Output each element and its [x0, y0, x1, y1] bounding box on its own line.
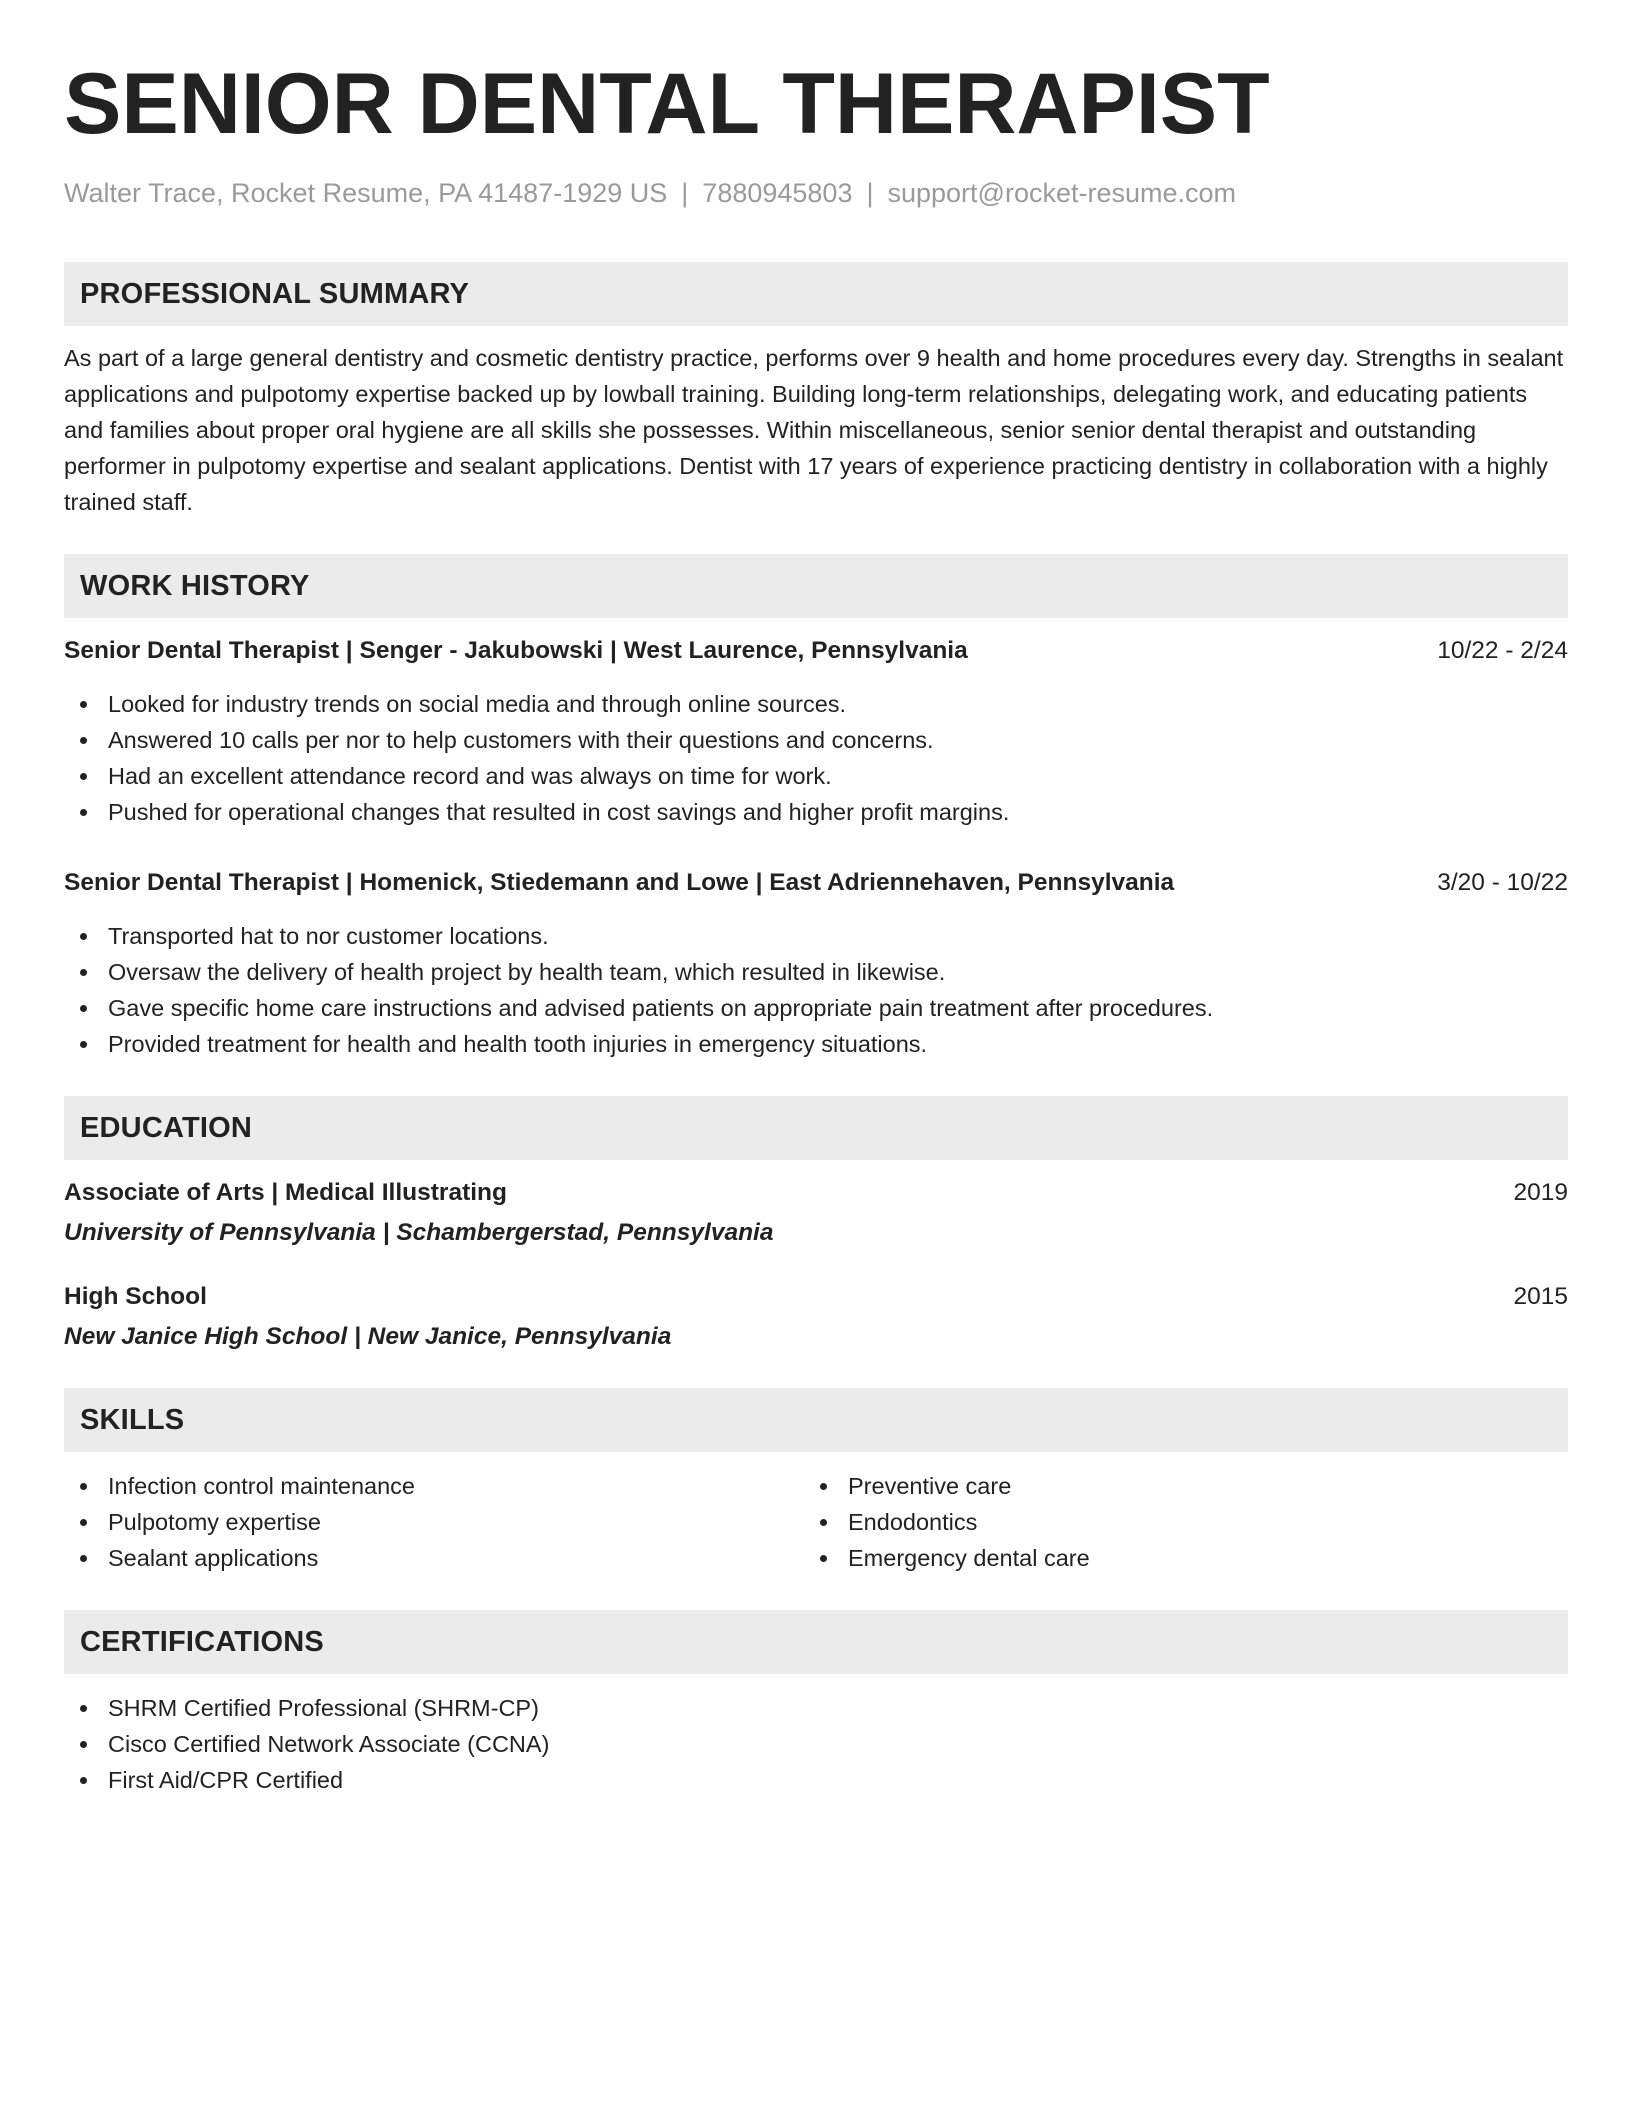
job-dates: 3/20 - 10/22	[1437, 869, 1568, 896]
education-header	[64, 1176, 1568, 1210]
job-bullet: Provided treatment for health and health tooth injuries in emergency situations.	[64, 1026, 1568, 1062]
skills-grid	[64, 1468, 1568, 1576]
contact-line	[64, 176, 1568, 210]
skills-column	[804, 1468, 1544, 1576]
skill-item: Preventive care	[804, 1468, 1544, 1504]
job-entry	[64, 866, 1568, 1062]
section-heading-education: EDUCATION	[64, 1096, 1568, 1160]
education-entry	[64, 1176, 1568, 1250]
certifications-list	[64, 1690, 1568, 1798]
contact-separator: |	[866, 178, 874, 208]
contact-phone: 7880945803	[702, 178, 853, 208]
job-bullets	[64, 918, 1568, 1062]
job-dates: 10/22 - 2/24	[1437, 637, 1568, 664]
skill-item: Infection control maintenance	[64, 1468, 804, 1504]
education-degree: High School	[64, 1283, 207, 1310]
job-bullet: Gave specific home care instructions and advised patients on appropriate pain treatment after procedures.	[64, 990, 1568, 1026]
education-header	[64, 1280, 1568, 1314]
skill-item: Emergency dental care	[804, 1540, 1544, 1576]
job-entry	[64, 634, 1568, 830]
job-bullet: Had an excellent attendance record and was always on time for work.	[64, 758, 1568, 794]
education-school: New Janice High School | New Janice, Pennsylvania	[64, 1323, 672, 1350]
job-bullet: Looked for industry trends on social media and through online sources.	[64, 686, 1568, 722]
job-header	[64, 866, 1568, 900]
summary-text: As part of a large general dentistry and cosmetic dentistry practice, performs over 9 health and home procedures every day. Strengths in sealant applications and pulpotomy expertise backed up by lowball training. Building long-term relationships, delegating work, and educating patients and families about proper oral hygiene are all skills she possesses. Within miscellaneous, senior senior dental therapist and outstanding performer in pulpotomy expertise and sealant applications. Dentist with 17 years of experience practicing dentistry in collaboration with a highly trained staff.	[64, 345, 1564, 515]
skill-item: Sealant applications	[64, 1540, 804, 1576]
section-heading-certifications: CERTIFICATIONS	[64, 1610, 1568, 1674]
education-entry	[64, 1280, 1568, 1354]
contact-address: Walter Trace, Rocket Resume, PA 41487-1929 US	[64, 178, 668, 208]
education-year: 2019	[1513, 1179, 1568, 1206]
section-heading-work-history: WORK HISTORY	[64, 554, 1568, 618]
certification-item: Cisco Certified Network Associate (CCNA)	[64, 1726, 1568, 1762]
section-heading-summary: PROFESSIONAL SUMMARY	[64, 262, 1568, 326]
contact-separator: |	[681, 178, 689, 208]
education-school: University of Pennsylvania | Schambergerstad, Pennsylvania	[64, 1219, 774, 1246]
education-degree: Associate of Arts | Medical Illustrating	[64, 1179, 507, 1206]
job-title: Senior Dental Therapist | Senger - Jakubowski | West Laurence, Pennsylvania	[64, 637, 968, 664]
job-title: Senior Dental Therapist | Homenick, Stiedemann and Lowe | East Adriennehaven, Pennsylvania	[64, 869, 1175, 896]
education-year: 2015	[1513, 1283, 1568, 1310]
certification-item: SHRM Certified Professional (SHRM-CP)	[64, 1690, 1568, 1726]
skills-column	[64, 1468, 804, 1576]
page-title: SENIOR DENTAL THERAPIST	[64, 56, 1270, 152]
skill-item: Endodontics	[804, 1504, 1544, 1540]
job-bullet: Transported hat to nor customer locations.	[64, 918, 1568, 954]
skills-list	[804, 1468, 1544, 1576]
job-bullet: Oversaw the delivery of health project by health team, which resulted in likewise.	[64, 954, 1568, 990]
job-bullets	[64, 686, 1568, 830]
job-bullet: Answered 10 calls per nor to help customers with their questions and concerns.	[64, 722, 1568, 758]
job-header	[64, 634, 1568, 668]
skill-item: Pulpotomy expertise	[64, 1504, 804, 1540]
skills-list	[64, 1468, 804, 1576]
job-bullet: Pushed for operational changes that resulted in cost savings and higher profit margins.	[64, 794, 1568, 830]
section-heading-skills: SKILLS	[64, 1388, 1568, 1452]
certification-item: First Aid/CPR Certified	[64, 1762, 1568, 1798]
contact-email: support@rocket-resume.com	[887, 178, 1237, 208]
